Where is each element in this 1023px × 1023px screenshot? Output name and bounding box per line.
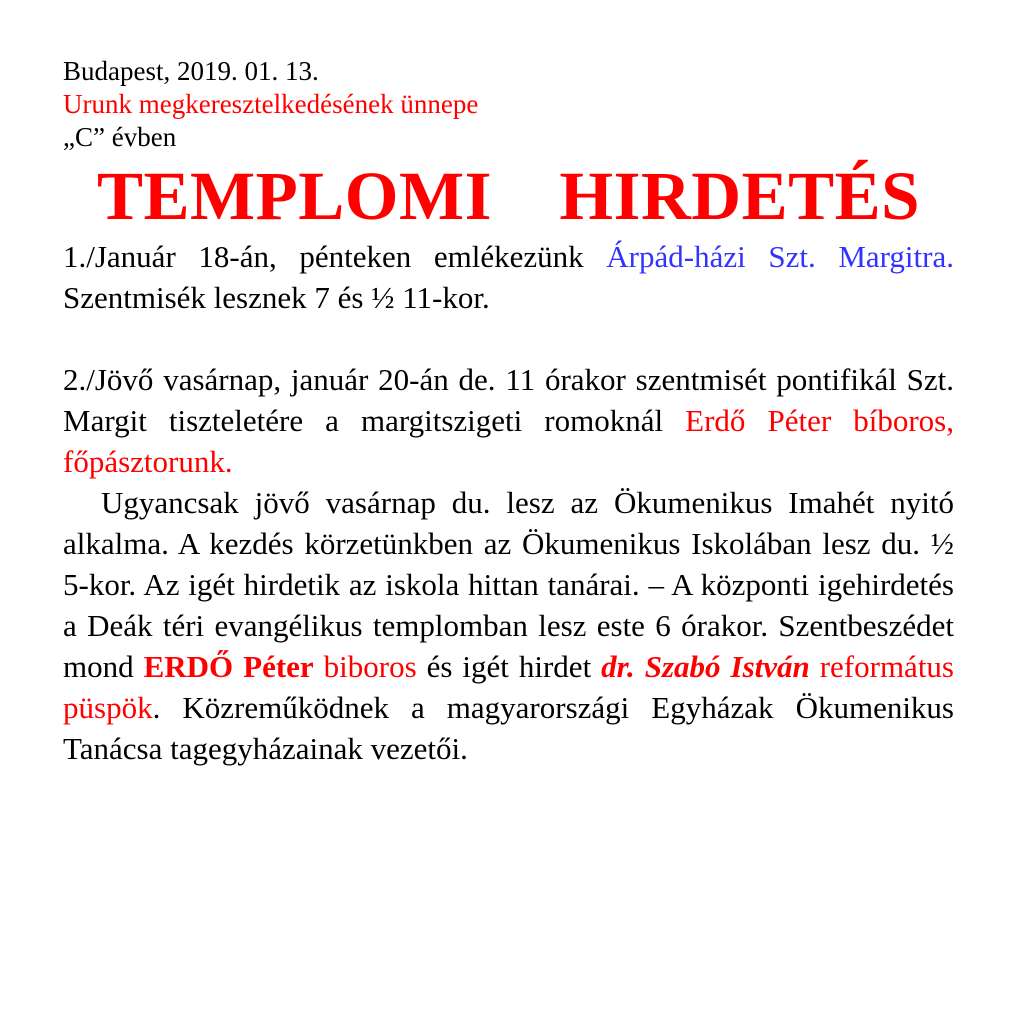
item3-text-end: . Közreműködnek a magyarországi Egyházak Ökumenikus Tanácsa tagegyházainak vezetői.	[63, 690, 954, 766]
date-line: Budapest, 2019. 01. 13.	[63, 56, 319, 86]
page-title-text: TEMPLOMI HIRDETÉS	[96, 158, 921, 234]
page-title	[63, 156, 954, 236]
item1-text-end: Szentmisék lesznek 7 és ½ 11-kor.	[63, 280, 490, 315]
announcement-item-3	[63, 482, 954, 769]
item3-preacher-title: református püspök	[63, 649, 954, 725]
announcement-item-2	[63, 359, 954, 482]
feast-name: Urunk megkeresztelkedésének ünnepe	[63, 89, 479, 119]
item1-text: 1./Január 18-án, pénteken emlékezünk	[63, 239, 607, 274]
item3-speaker-title: biboros	[313, 649, 417, 684]
item3-preacher-name: dr. Szabó István	[601, 649, 810, 684]
item2-celebrant: Erdő Péter bíboros, főpásztorunk.	[63, 403, 954, 479]
item3-text: Ugyancsak jövő vasárnap du. lesz az Ökumenikus Imahét nyitó alkalma. A kezdés körzetünkben az Ökumenikus Iskolában lesz du. ½ 5-kor. Az igét hirdetik az iskola hittan tanárai. – A központi igehirdetés a Deák téri evangélikus templomban lesz este 6 órakor. Szentbeszédet mond	[63, 485, 954, 684]
item3-text-mid: és igét hirdet	[416, 649, 602, 684]
item3-speaker-name: ERDŐ Péter	[143, 649, 314, 684]
item2-text: 2./Jövő vasárnap, január 20-án de. 11 órakor szentmisét pontifikál Szt. Margit tiszteletére a margitszigeti romoknál	[63, 362, 954, 438]
item1-saint: Árpád-házi Szt. Margitra.	[606, 239, 954, 274]
announcement-item-1	[63, 236, 954, 318]
announcement-document	[63, 55, 954, 769]
liturgical-year: „C” évben	[63, 122, 177, 152]
spacer	[63, 318, 954, 359]
